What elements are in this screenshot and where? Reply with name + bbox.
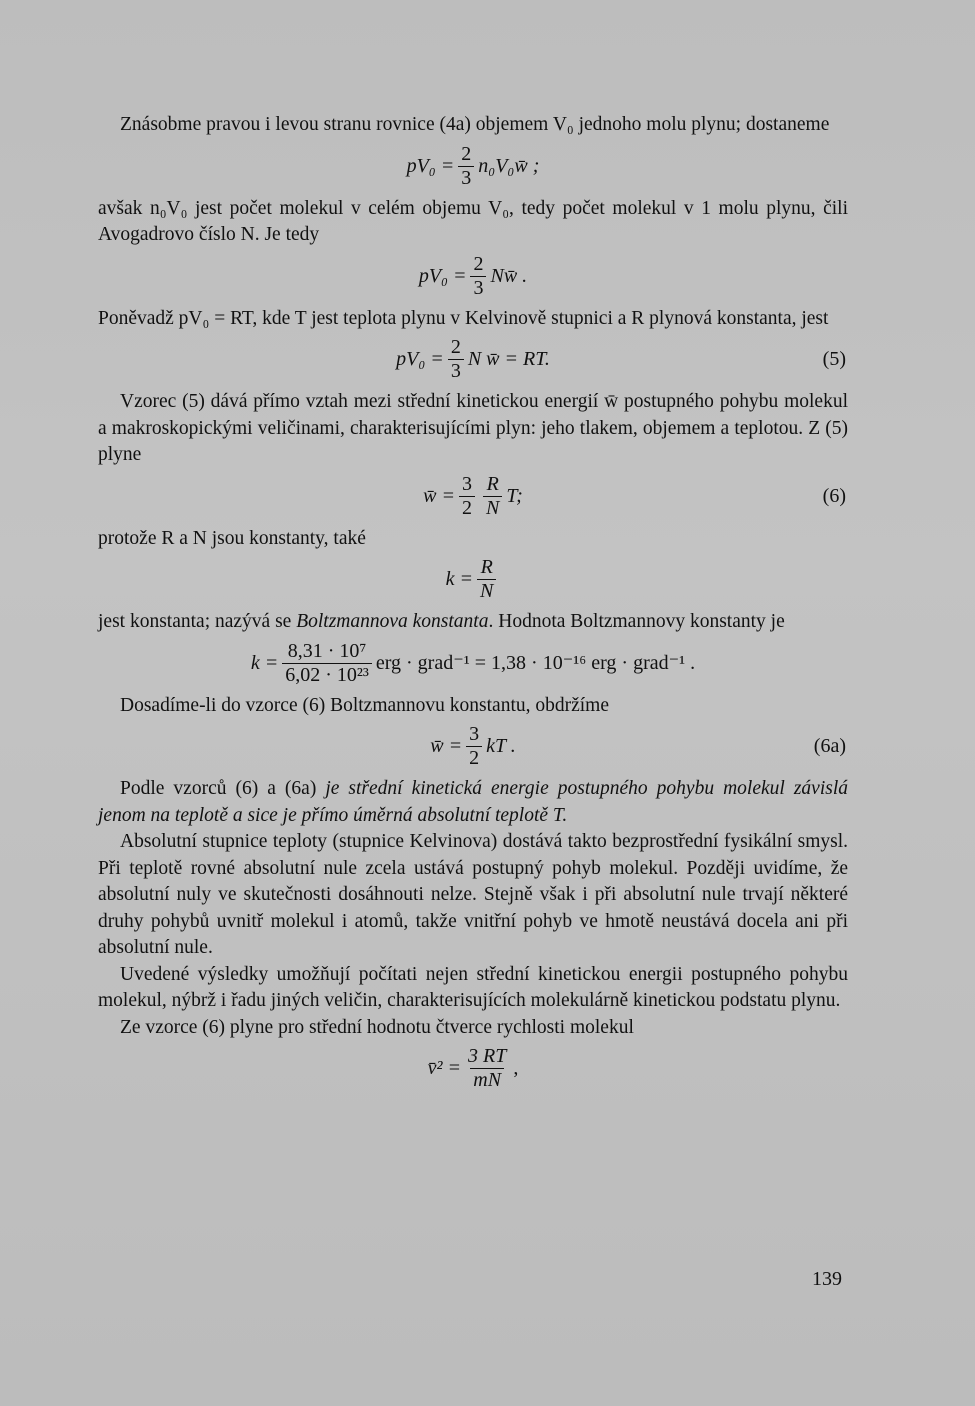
page-number: 139 bbox=[812, 1268, 842, 1290]
equation: k = $\frac{R}{N}$ bbox=[98, 556, 848, 603]
equation-6a: w̄ = $\frac{3}{2}$ kT . (6a) bbox=[430, 723, 846, 769]
equation-label: (6) bbox=[822, 484, 846, 507]
equation: v̄² = $\frac{3 RT}{mN}$ , bbox=[427, 1045, 519, 1091]
paragraph: protože R a N jsou konstanty, také bbox=[98, 527, 366, 549]
paragraph: Podle vzorců (6) a (6a) je střední kinetická energie postupného pohybu molekul závislá jenom na teplotě a sice je přímo úměrná absolutní teplotě T. bbox=[98, 778, 848, 826]
paragraph: Ze vzorce (6) plyne pro střední hodnotu čtverce rychlosti molekul bbox=[120, 1016, 634, 1038]
page-text bbox=[98, 112, 848, 1098]
equation-boltzmann: k = $\frac{\text{8,31 · 10⁷}}{\text{6,02 · 10²³}}$ erg · grad⁻¹ = 1,38 · 10⁻¹⁶ erg · grad⁻¹ . bbox=[250, 639, 696, 686]
paragraph: Vzorec (5) dává přímo vztah mezi střední kinetickou energií w̄ postupného pohybu molekul a makroskopickými veličinami, charakterisujícími plyn: jeho tlakem, objemem a teplotou. Z (5) plyne bbox=[98, 391, 848, 465]
equation: pV₀ = $\frac{2}{3}$ Nw̄ . bbox=[418, 252, 528, 299]
paragraph: jest konstanta; nazývá se Boltzmannova konstanta. Hodnota Boltzmannovy konstanty je bbox=[98, 611, 785, 632]
equation-5: pV₀ = $\frac{2}{3}$ N w̄ = RT. (5) bbox=[396, 336, 846, 382]
paragraph: Dosadíme-li do vzorce (6) Boltzmannovu konstantu, obdržíme bbox=[120, 694, 610, 716]
paragraph: Znásobme pravou i levou stranu rovnice (4a) objemem V₀ jednoho molu plynu; dostaneme bbox=[120, 114, 830, 135]
paragraph: Uvedené výsledky umožňují počítati nejen střední kinetickou energii postupného pohybu molekul, nýbrž i řadu jiných veličin, charakterisujících molekulárně kinetickou podstatu plynu. bbox=[98, 963, 848, 1011]
equation-6: w̄ = $\frac{3}{2}$ $\frac{R}{N}$ T; (6) bbox=[423, 472, 846, 519]
equation-label: (6a) bbox=[813, 735, 846, 758]
equation-label: (5) bbox=[822, 348, 846, 371]
paragraph: Poněvadž pV₀ = RT, kde T jest teplota plynu v Kelvinově stupnici a R plynová konstanta, jest bbox=[98, 307, 829, 329]
equation: pV₀ = $\frac{2}{3}$ n₀V₀w̄ ; bbox=[406, 142, 540, 189]
paragraph: avšak n₀V₀ jest počet molekul v celém objemu V₀, tedy počet molekul v 1 molu plynu, čili Avogadrovo číslo N. Je tedy bbox=[98, 197, 848, 245]
paragraph: Absolutní stupnice teploty (stupnice Kelvinova) dostává takto bezprostřední fysikální smysl. Při teplotě rovné absolutní nule zcela ustává postupný pohyb molekul. Později uvidíme, že absolutní nuly ve skutečnosti dosáhnouti nelze. Stejně však i při absolutní nule trvají některé druhy pohybů uvnitř molekul i atomů, takže vnitřní pohyb ve hmotě neustává docela ani při absolutní nule. bbox=[98, 831, 848, 958]
